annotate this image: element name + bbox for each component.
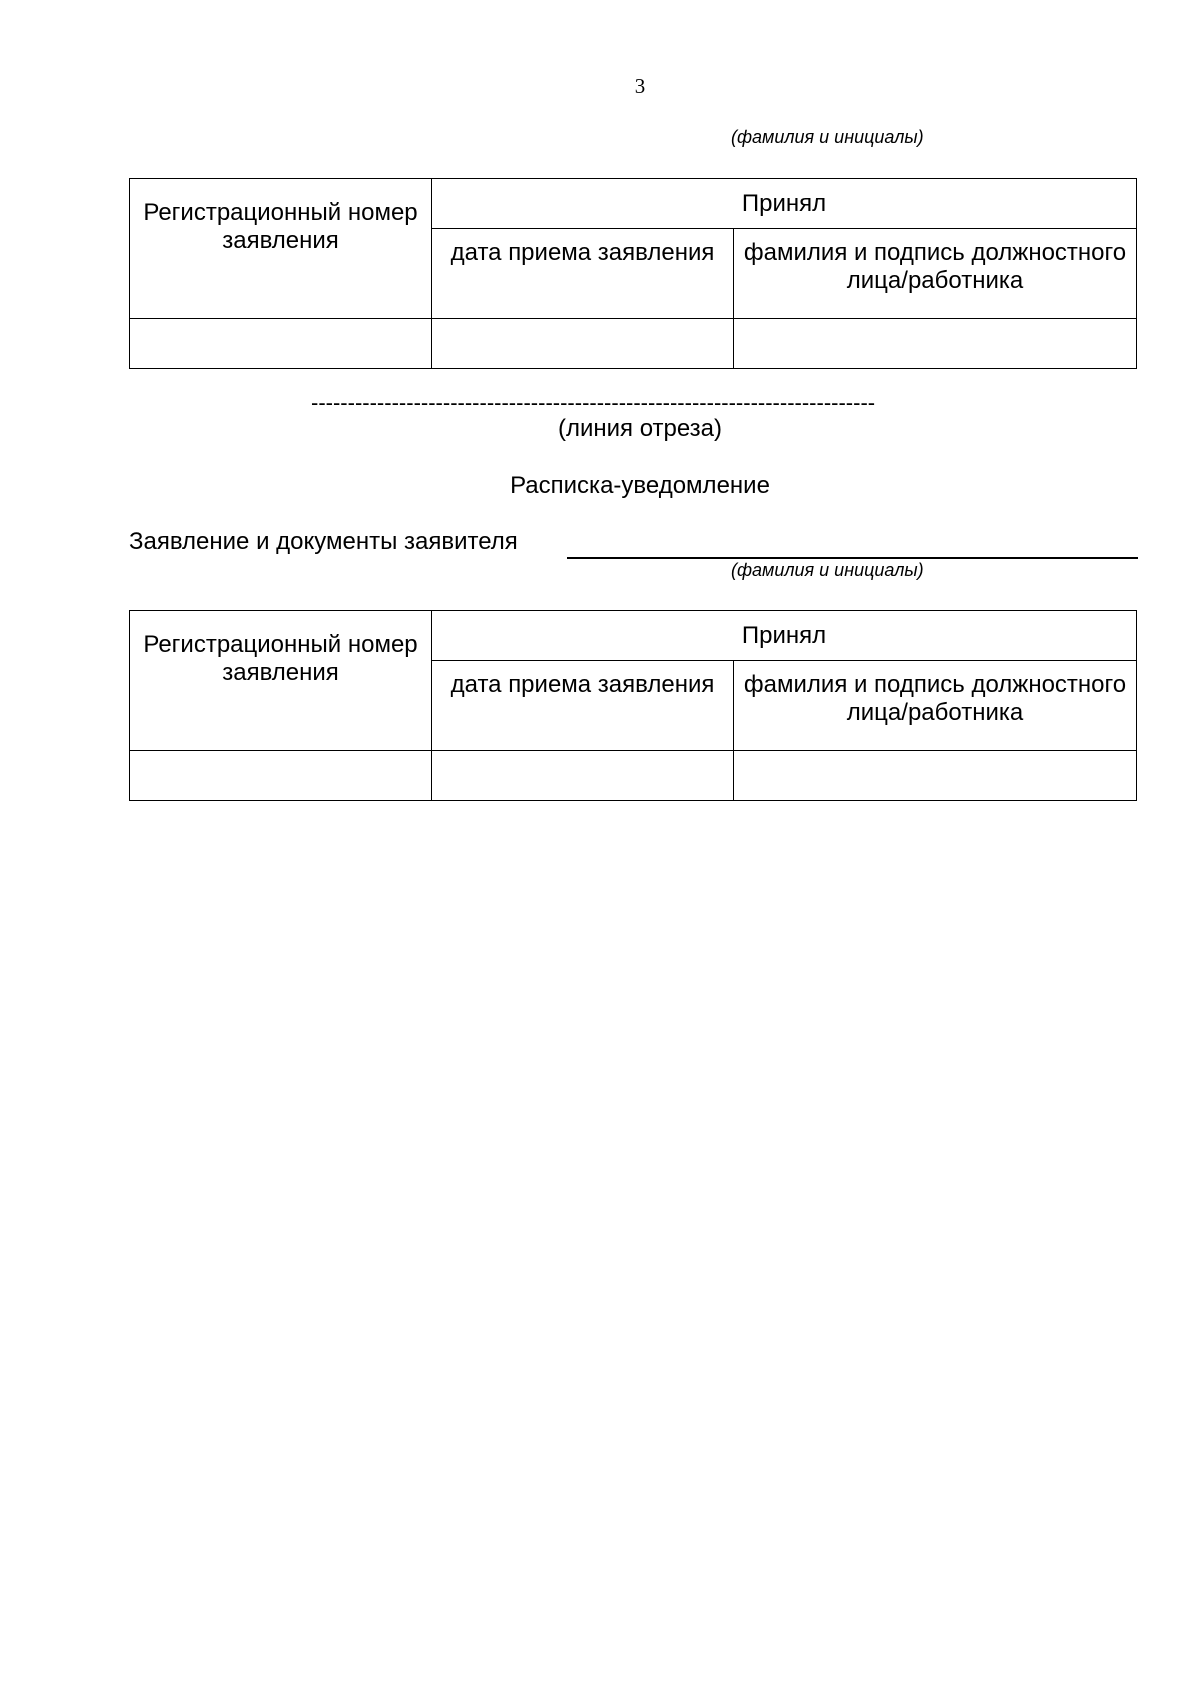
accepted-header: Принял bbox=[432, 611, 1137, 661]
reg-number-cell[interactable] bbox=[130, 751, 432, 801]
receipt-title: Расписка-уведомление bbox=[510, 472, 770, 499]
page-number: 3 bbox=[634, 74, 646, 98]
official-signature-header: фамилия и подпись должностного лица/работника bbox=[734, 661, 1137, 751]
official-signature-cell[interactable] bbox=[734, 751, 1137, 801]
applicant-name-field[interactable] bbox=[567, 557, 1138, 559]
date-received-header: дата приема заявления bbox=[432, 229, 734, 319]
statement-label: Заявление и документы заявителя bbox=[129, 528, 518, 555]
date-received-cell[interactable] bbox=[432, 751, 734, 801]
registration-table-top bbox=[129, 178, 1137, 369]
registration-table-bottom bbox=[129, 610, 1137, 801]
name-initials-caption-top: (фамилия и инициалы) bbox=[731, 127, 924, 147]
official-signature-cell[interactable] bbox=[734, 319, 1137, 369]
reg-number-header: Регистрационный номер заявления bbox=[130, 611, 432, 751]
reg-number-cell[interactable] bbox=[130, 319, 432, 369]
accepted-header: Принял bbox=[432, 179, 1137, 229]
official-signature-header: фамилия и подпись должностного лица/работника bbox=[734, 229, 1137, 319]
cut-line: ----------------------------------------------------------------------------- bbox=[311, 390, 876, 415]
reg-number-header: Регистрационный номер заявления bbox=[130, 179, 432, 319]
date-received-header: дата приема заявления bbox=[432, 661, 734, 751]
name-initials-caption-bottom: (фамилия и инициалы) bbox=[731, 560, 924, 580]
cut-line-label: (линия отреза) bbox=[557, 415, 723, 442]
date-received-cell[interactable] bbox=[432, 319, 734, 369]
